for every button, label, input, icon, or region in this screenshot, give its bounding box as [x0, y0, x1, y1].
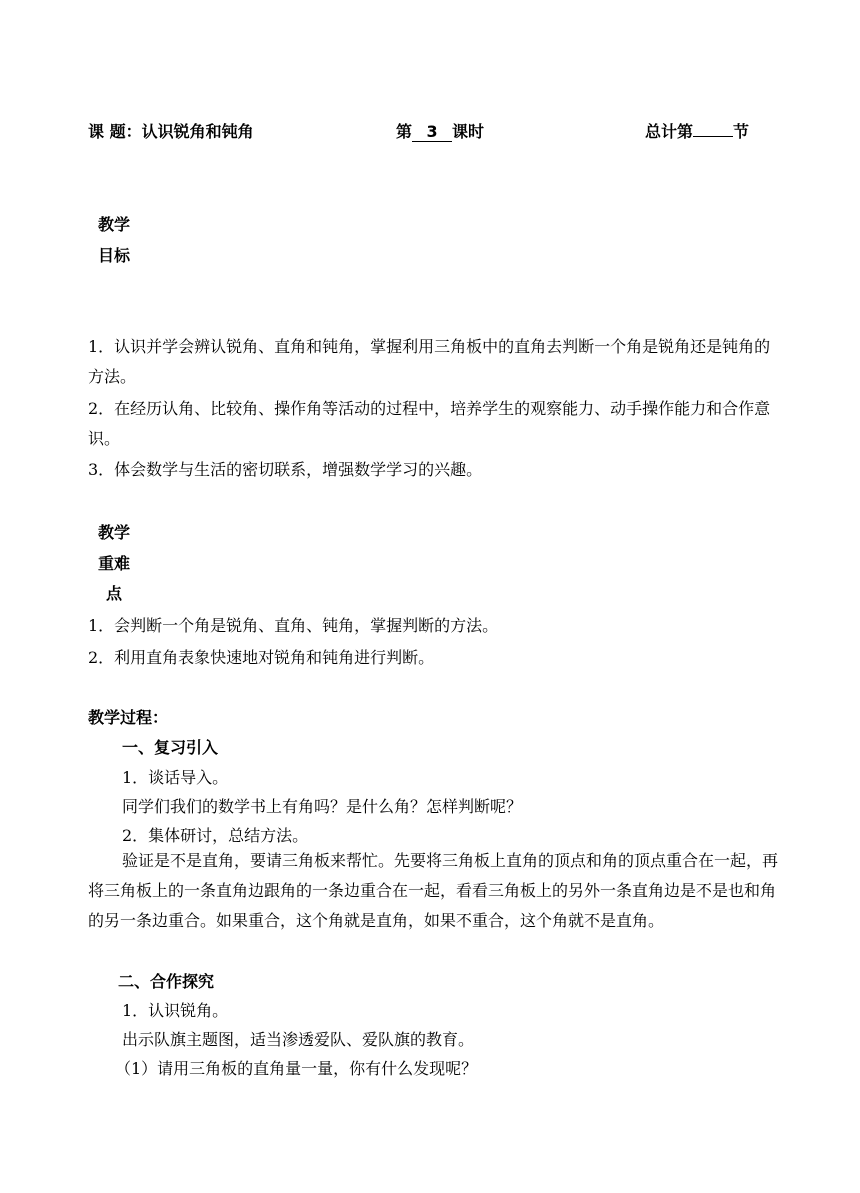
process-step: 2．集体研讨，总结方法。 [122, 826, 309, 845]
total-number [693, 136, 733, 137]
process-step: 1．认识锐角。 [122, 1001, 229, 1020]
process-paragraph: 验证是不是直角，要请三角板来帮忙。先要将三角板上直角的顶点和角的顶点重合在一起，再将三角板上的一条直角边跟角的一条边重合在一起，看看三角板上的另外一条直角边是不是也和角的另一条边重合。如果重合，这个角就是直角，如果不重合，这个角就不是直角。 [88, 851, 779, 930]
process-text: 出示队旗主题图，适当渗透爱队、爱队旗的教育。 [122, 1030, 475, 1049]
total-suffix: 节 [733, 122, 750, 141]
objectives-label-line1: 教学 [98, 215, 131, 234]
lesson-number-field [396, 119, 484, 142]
process-heading: 教学过程： [88, 708, 169, 727]
objective-item: 3．体会数学与生活的密切联系，增强数学学习的兴趣。 [88, 460, 483, 479]
total-prefix: 总计第 [645, 122, 694, 141]
process-text: （1）请用三角板的直角量一量，你有什么发现呢？ [115, 1059, 478, 1078]
keypoint-item: 1．会判断一个角是锐角、直角、钝角，掌握判断的方法。 [88, 616, 499, 635]
keypoints-label-line3: 点 [106, 584, 123, 603]
lesson-prefix: 第 [396, 122, 413, 141]
objectives-label-line2: 目标 [98, 246, 131, 265]
section-title-review: 一、复习引入 [122, 738, 219, 757]
objective-item: 2．在经历认角、比较角、操作角等活动的过程中，培养学生的观察能力、动手操作能力和合作意识。 [88, 399, 771, 448]
section-title-explore: 二、合作探究 [118, 972, 215, 991]
total-count-field [645, 119, 749, 142]
objective-item: 1．认识并学会辨认锐角、直角和钝角，掌握利用三角板中的直角去判断一个角是锐角还是钝角的方法。 [88, 337, 771, 386]
keypoints-label-line1: 教学 [98, 523, 131, 542]
lesson-number: 3 [412, 123, 452, 142]
process-text: 同学们我们的数学书上有角吗？是什么角？怎样判断呢？ [122, 797, 523, 816]
lesson-suffix: 课时 [452, 122, 485, 141]
lesson-title: 课 题：认识锐角和钝角 [88, 122, 254, 141]
process-step: 1．谈话导入。 [122, 768, 229, 787]
keypoint-item: 2．利用直角表象快速地对锐角和钝角进行判断。 [88, 648, 435, 667]
keypoints-label-line2: 重难 [98, 554, 131, 573]
